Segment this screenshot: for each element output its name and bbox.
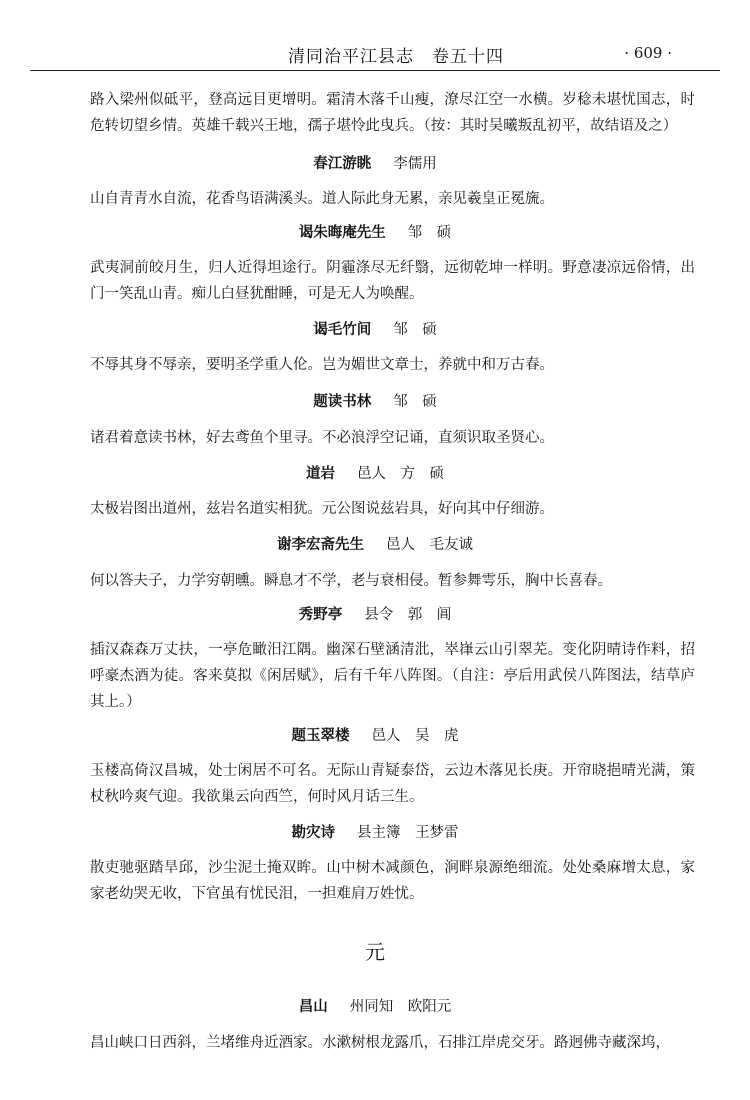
- poem-author: 县令 郭 阊: [364, 607, 452, 623]
- poem-text: 武夷洞前皎月生，归人近得坦途行。阴霾涤尽无纤翳，远彻乾坤一样明。野意凄凉远俗情，出门一笑乱山青。痴儿白昼犹酣睡，可是无人为唤醒。: [90, 260, 695, 302]
- poem-title: [0, 995, 750, 1016]
- poem-text: 插汉森森万丈扶，一亭危瞰汨江隅。幽深石壁涵清沘，崒嵂云山引翠芜。变化阴晴诗作料，招呼豪杰酒为徒。客来莫拟《闲居赋》，后有千年八阵图。（自注：亭后用武侯八阵图法，结草庐其上。）: [90, 642, 695, 710]
- poem-author: 州同知 欧阳元: [349, 999, 452, 1015]
- poem-title: [0, 724, 750, 745]
- poem-title-text: 谢李宏斋先生: [277, 536, 364, 553]
- poem-title: [0, 533, 750, 554]
- poem-title: [0, 221, 750, 242]
- poem-text: 山自青青水自流，花香鸟语满溪头。道人际此身无累，亲见羲皇正冕旒。: [90, 191, 554, 207]
- book-title: 清同治平江县志 卷五十四: [288, 47, 504, 67]
- poem-author: 邹 䂵: [407, 225, 452, 241]
- poem-text: 路入梁州似砥平，登高远目更增明。霜清木落千山瘦，潦尽江空一水横。岁稔未堪忧国志，时危转切望乡情。英雄千载兴王地，孺子堪怜此曳兵。（按：其时吴曦叛乱初平，故结语及之）: [90, 92, 695, 134]
- poem-author: 县主簿 王梦雷: [357, 825, 459, 841]
- poem-title: [0, 821, 750, 842]
- page-number: · 609 ·: [624, 44, 672, 62]
- poem-title: [0, 318, 750, 339]
- poem-title-text: 题读书林: [313, 393, 372, 410]
- poem-title: [0, 462, 750, 483]
- poem-text: 不辱其身不辱亲，要明圣学重人伦。岂为媚世文章士，养就中和万古春。: [90, 357, 554, 373]
- poem-author: 邑人 毛友诚: [386, 537, 473, 553]
- poem-author: 邹 䂵: [393, 322, 437, 338]
- poem-author: 邑人 吴 虎: [371, 728, 459, 744]
- poem-title-text: 谒毛竹间: [313, 321, 372, 338]
- poem-text: 太极岩图出道州，兹岩名道实相犹。元公图说兹岩具，好向其中仔细游。: [90, 501, 554, 517]
- poem-title-text: 题玉翠楼: [291, 727, 350, 744]
- poem-title-text: 勘灾诗: [291, 824, 335, 841]
- poem-title-text: 道岩: [306, 465, 335, 482]
- poem-title-text: 春江游眺: [313, 155, 372, 172]
- poem-text: 玉楼高倚汉昌城，处士闲居不可名。无际山青疑泰岱，云边木落见长庚。开帘晓挹晴光满，策杖秋吟爽气迎。我欲巢云向西竺，何时风月话三生。: [90, 763, 695, 805]
- poem-title: [0, 390, 750, 411]
- poem-text: 诸君着意读书林，好去鸢鱼个里寻。不必浪浮空记诵，直须识取圣贤心。: [90, 430, 554, 446]
- poem-text: 何以答夫子，力学穷朝曛。瞬息才不学，老与衰相侵。暂参舞雩乐，胸中长喜春。: [90, 573, 612, 589]
- poem-title: [0, 152, 750, 173]
- poem-author: 邹 䂵: [393, 394, 437, 410]
- poem-author: 李儒用: [393, 156, 437, 172]
- poem-text: 昌山峡口日西斜，兰堵维舟近酒家。水漱树根龙露爪，石排江岸虎交牙。路迥佛寺藏深坞，: [90, 1035, 670, 1051]
- poem-title: [0, 603, 750, 624]
- poem-text: 散吏驰驱踏旱邱，沙尘泥土掩双眸。山中树木减颜色，涧畔泉源绝细流。处处桑麻增太息，家家老幼哭无收，下官虽有忧民泪，一担难肩万姓忧。: [90, 860, 695, 902]
- dynasty-heading: 元: [365, 940, 385, 964]
- poem-author: 邑人 方 䂵: [357, 466, 444, 482]
- page-header: [30, 36, 720, 71]
- poem-title-text: 谒朱晦庵先生: [298, 224, 386, 241]
- poem-title-text: 秀野亭: [298, 606, 343, 623]
- poem-title-text: 昌山: [298, 998, 328, 1015]
